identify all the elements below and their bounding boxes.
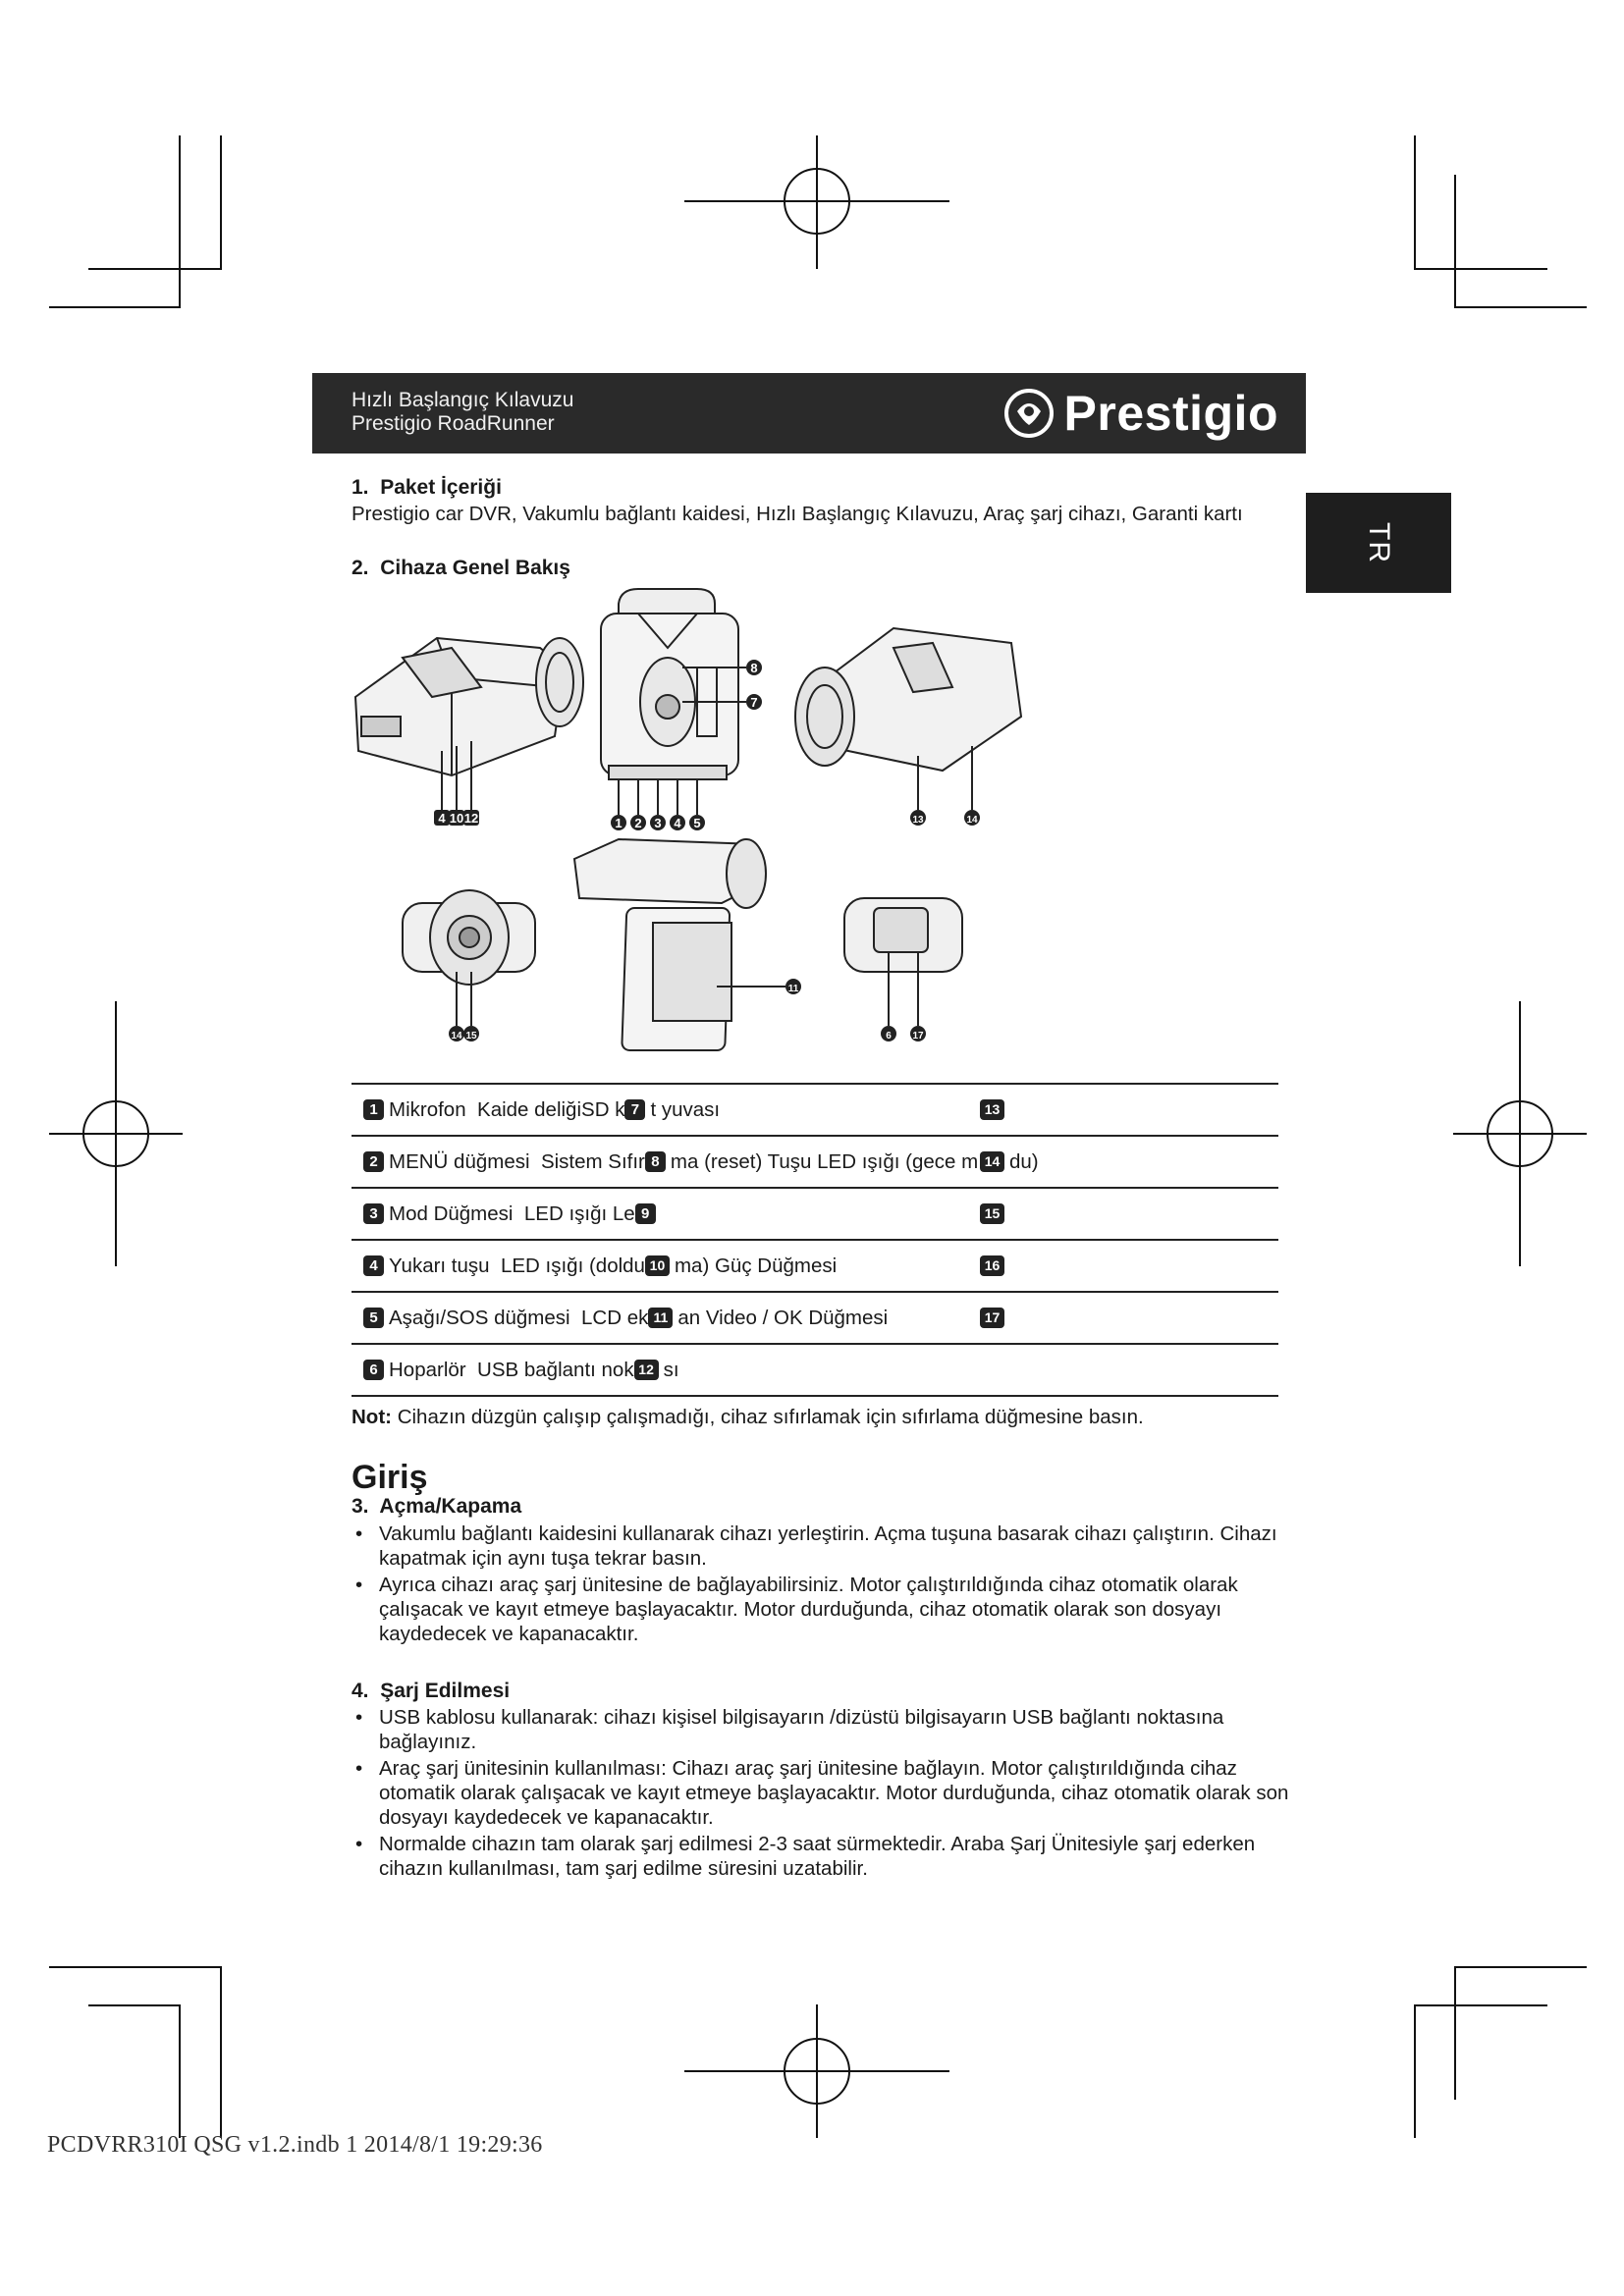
crop-mark <box>179 135 181 308</box>
crop-mark <box>1454 1966 1456 2100</box>
callout-number: 15 <box>465 1031 477 1041</box>
bullet-item: • Araç şarj ünitesinin kullanılması: Cihazı araç şarj ünitesine bağlayın. Motor çalıştırıldığında cihaz otomatik olarak çalışacak ve kayıt etmeye başlayacaktır. Motor durduğunda, cihaz otomatik olarak son dosyayı kaydedecek ve kapanacaktır. <box>352 1756 1294 1830</box>
device-view-front <box>601 589 746 815</box>
callout-number: 8 <box>750 661 758 675</box>
crop-mark <box>1454 306 1587 308</box>
callout-number: 12 <box>463 811 479 826</box>
giris-heading: Giriş <box>352 1459 428 1496</box>
part-label: Aşağı/SOS düğmesi <box>389 1307 570 1329</box>
device-view-right <box>795 628 1021 810</box>
part-number: 14 <box>980 1151 1004 1172</box>
callout-badge <box>434 810 450 826</box>
part-number: 13 <box>980 1099 1004 1120</box>
registration-mark-right <box>1453 1001 1587 1266</box>
language-code: TR <box>1363 522 1395 563</box>
part-number: 10 <box>645 1255 670 1276</box>
callout-badge <box>964 810 980 826</box>
callout-badge <box>910 810 926 826</box>
section-title: Paket İçeriği <box>380 476 502 499</box>
callout-badge <box>689 815 705 830</box>
callout-number: 4 <box>674 816 681 830</box>
crop-mark <box>179 2004 181 2138</box>
part-cell <box>980 1202 1009 1226</box>
device-view-lens <box>403 890 535 1026</box>
part-number: 6 <box>363 1360 384 1380</box>
crop-mark <box>1454 1966 1587 1968</box>
part-number: 16 <box>980 1255 1004 1276</box>
callout-badge <box>746 660 762 675</box>
callout-badge <box>463 1026 479 1041</box>
crop-mark <box>220 135 222 269</box>
header-product-name: Prestigio RoadRunner <box>352 412 555 435</box>
part-cell <box>363 1098 720 1122</box>
bullet-item: • Normalde cihazın tam olarak şarj edilmesi 2-3 saat sürmektedir. Araba Şarj Ünitesiyle şarj ederken cihazın kullanılması, tam şarj edilme süresini uzatabilir. <box>352 1832 1294 1881</box>
callout-number: 10 <box>449 811 464 826</box>
package-contents-text: Prestigio car DVR, Vakumlu bağlantı kaidesi, Hızlı Başlangıç Kılavuzu, Araç şarj cihazı, Garanti kartı <box>352 503 1243 525</box>
part-label: Hoparlör <box>389 1359 466 1381</box>
registration-mark-bottom <box>684 2004 949 2138</box>
callout-number: 1 <box>615 816 623 830</box>
note-label: Not: <box>352 1406 392 1428</box>
callout-badge <box>449 1026 464 1041</box>
part-cell <box>363 1307 888 1330</box>
prestigio-crest-icon <box>1003 388 1055 439</box>
brand-name: Prestigio <box>1063 386 1278 441</box>
parts-table-row <box>352 1189 1278 1241</box>
parts-table-row <box>352 1293 1278 1345</box>
part-label: LED ışığı (doldu <box>500 1255 645 1277</box>
part-number: 2 <box>363 1151 384 1172</box>
callout-badge <box>611 815 626 830</box>
part-label: Mikrofon <box>389 1098 466 1121</box>
parts-table <box>352 1083 1278 1397</box>
crop-mark <box>49 1966 222 1968</box>
part-label: sı <box>663 1359 679 1381</box>
part-cell <box>363 1255 837 1278</box>
section-heading <box>352 476 502 500</box>
part-cell <box>363 1150 978 1174</box>
part-number: 4 <box>363 1255 384 1276</box>
section-heading <box>352 557 570 580</box>
part-label: Sistem Sıfır <box>540 1150 645 1173</box>
part-number: 7 <box>624 1099 645 1120</box>
note-text: Cihazın düzgün çalışıp çalışmadığı, cihaz sıfırlamak için sıfırlama düğmesine basın. <box>397 1406 1144 1428</box>
part-label: USB bağlantı nok <box>477 1359 634 1381</box>
part-number: 8 <box>645 1151 666 1172</box>
crop-mark <box>88 2004 181 2006</box>
crop-mark <box>88 268 222 270</box>
part-cell <box>980 1150 1039 1174</box>
part-label: du) <box>1009 1150 1039 1173</box>
document-header <box>312 373 1306 454</box>
parts-table-row <box>352 1345 1278 1397</box>
part-label: t yuvası <box>650 1098 721 1121</box>
device-overview-diagram <box>344 579 1031 1080</box>
callout-badge <box>785 979 801 994</box>
registration-mark-top <box>684 135 949 269</box>
section-title: Cihaza Genel Bakış <box>380 557 570 579</box>
part-label: ma (reset) Tuşu LED ışığı (gece m <box>670 1150 979 1173</box>
crop-mark <box>220 1966 222 2138</box>
callout-badge <box>650 815 666 830</box>
callout-number: 13 <box>912 815 924 826</box>
part-label: Mod Düğmesi <box>389 1202 514 1225</box>
crop-mark <box>1454 175 1456 308</box>
part-label: LED ışığı Le <box>523 1202 635 1225</box>
part-label: LCD ek <box>581 1307 649 1329</box>
part-number: 1 <box>363 1099 384 1120</box>
crop-mark <box>49 306 181 308</box>
parts-table-row <box>352 1137 1278 1189</box>
print-imprint: PCDVRR310I QSG v1.2.indb 1 2014/8/1 19:29:36 <box>47 2132 543 2158</box>
crop-mark <box>1414 2004 1416 2138</box>
callout-badge <box>746 694 762 710</box>
part-label: SD k <box>581 1098 625 1121</box>
crop-mark <box>1414 268 1547 270</box>
part-number: 3 <box>363 1203 384 1224</box>
section-heading <box>352 1495 521 1519</box>
callout-badge <box>910 1026 926 1041</box>
part-label: ma) Güç Düğmesi <box>674 1255 838 1277</box>
callout-badge <box>449 810 464 826</box>
callout-number: 6 <box>886 1031 892 1041</box>
bullet-item: • USB kablosu kullanarak: cihazı kişisel bilgisayarın /dizüstü bilgisayarın USB bağlantı noktasına bağlayınız. <box>352 1705 1294 1754</box>
part-cell <box>980 1098 1009 1122</box>
device-view-bottom <box>844 898 962 1026</box>
device-view-lcd <box>574 839 785 1050</box>
section-number: 1. <box>352 476 369 499</box>
part-cell <box>980 1307 1009 1330</box>
callout-number: 2 <box>634 816 642 830</box>
callout-number: 14 <box>451 1031 462 1041</box>
parts-table-row <box>352 1083 1278 1137</box>
bullet-item: • Vakumlu bağlantı kaidesini kullanarak cihazı yerleştirin. Açma tuşuna basarak cihazı çalıştırın. Cihazı kapatmak için aynı tuşa tekrar basın. <box>352 1522 1284 1571</box>
section-heading <box>352 1680 510 1703</box>
callout-number: 3 <box>654 816 662 830</box>
part-label: Kaide deliği <box>477 1098 582 1121</box>
section-number: 3. <box>352 1495 369 1518</box>
section-number: 4. <box>352 1680 369 1702</box>
part-label: MENÜ düğmesi <box>389 1150 530 1173</box>
part-cell <box>363 1359 679 1382</box>
part-cell <box>980 1255 1009 1278</box>
section-title: Şarj Edilmesi <box>380 1680 511 1702</box>
reset-note <box>352 1405 1144 1429</box>
section-title: Açma/Kapama <box>379 1495 522 1518</box>
part-label: Yukarı tuşu <box>389 1255 490 1277</box>
part-number: 15 <box>980 1203 1004 1224</box>
callout-number: 5 <box>693 816 701 830</box>
callout-number: 14 <box>966 815 978 826</box>
callout-number: 4 <box>438 811 446 826</box>
brand-logo <box>1003 385 1278 442</box>
device-view-left <box>355 638 583 810</box>
crop-mark <box>1414 2004 1547 2006</box>
language-tab <box>1306 493 1451 593</box>
part-number: 17 <box>980 1308 1004 1328</box>
parts-table-row <box>352 1241 1278 1293</box>
part-number: 5 <box>363 1308 384 1328</box>
part-label: an Video / OK Düğmesi <box>677 1307 889 1329</box>
section-number: 2. <box>352 557 369 579</box>
charging-bullets <box>352 1705 1294 1883</box>
callout-badge <box>463 810 479 826</box>
header-title: Hızlı Başlangıç Kılavuzu <box>352 389 574 411</box>
part-cell <box>363 1202 661 1226</box>
power-bullets <box>352 1522 1284 1648</box>
bullet-item: • Ayrıca cihazı araç şarj ünitesine de bağlayabilirsiniz. Motor çalıştırıldığında cihaz otomatik olarak çalışacak ve kayıt etmeye başlayacaktır. Motor durduğunda, cihaz otomatik olarak son dosyayı kaydedecek ve kapanacaktır. <box>352 1573 1284 1646</box>
callout-badge <box>881 1026 896 1041</box>
part-number: 9 <box>635 1203 656 1224</box>
registration-mark-left <box>49 1001 183 1266</box>
part-number: 11 <box>648 1308 673 1328</box>
callout-number: 7 <box>750 695 758 710</box>
crop-mark <box>1414 135 1416 269</box>
part-number: 12 <box>634 1360 659 1380</box>
callout-number: 17 <box>912 1031 924 1041</box>
callout-badge <box>630 815 646 830</box>
callout-number: 11 <box>787 984 799 994</box>
callout-badge <box>670 815 685 830</box>
